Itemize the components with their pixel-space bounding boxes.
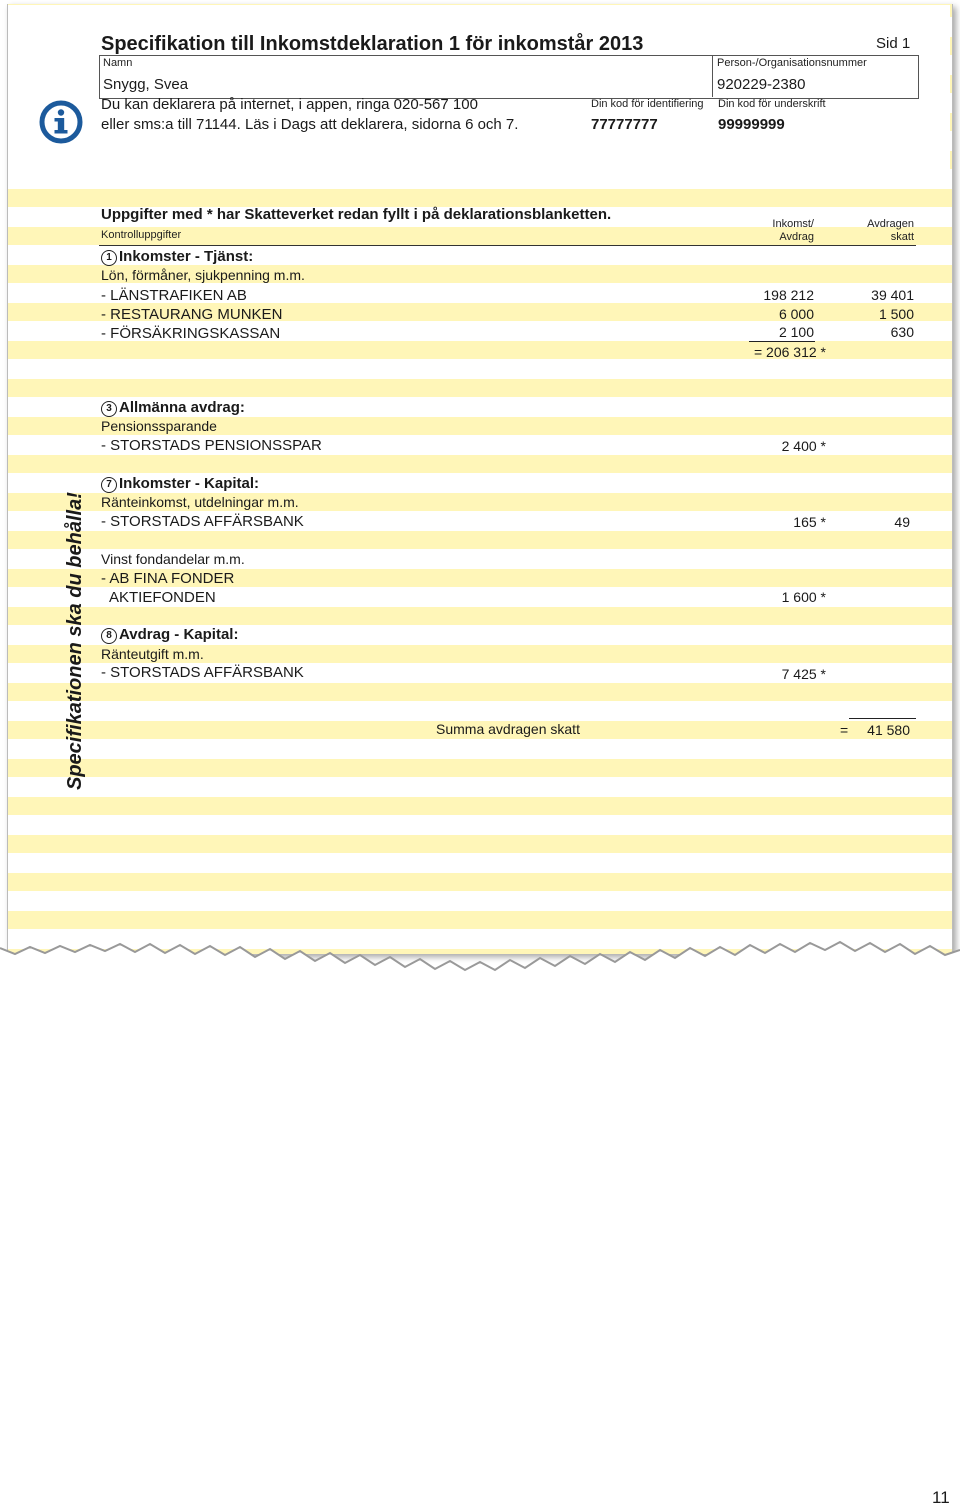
- heading-rule: [99, 245, 916, 246]
- sign-code-label: Din kod för underskrift: [718, 98, 826, 110]
- name-value: Snygg, Svea: [103, 76, 189, 93]
- section-8-title: [101, 626, 238, 644]
- s7-row-1-amount: 165 *: [793, 514, 826, 530]
- sign-code-value: 99999999: [718, 116, 785, 133]
- s7-row-2-name: - AB FINA FONDER: [101, 570, 235, 587]
- s8-row-amount: 7 425 *: [781, 666, 826, 682]
- s7-row-2-amount: 1 600 *: [781, 589, 826, 605]
- col1-heading-2: Avdrag: [779, 231, 814, 243]
- section-7-title: [101, 475, 259, 493]
- section-7-title-text: Inkomster - Kapital:: [119, 475, 260, 492]
- section-3-title-text: Allmänna avdrag:: [119, 399, 245, 416]
- col1-heading-1: Inkomst/: [772, 218, 814, 230]
- side-note: Specifikationen ska du behålla!: [64, 492, 86, 790]
- s1-row-3-tax: 630: [890, 324, 914, 340]
- info-line-2: eller sms:a till 71144. Läs i Dags att deklarera, sidorna 6 och 7.: [101, 116, 519, 133]
- page-title: Specifikation till Inkomstdeklaration 1 för inkomstår 2013: [101, 33, 644, 55]
- s1-row-1-tax: 39 401: [871, 287, 914, 303]
- section-1-number: 1: [101, 250, 117, 266]
- page-indicator: Sid 1: [876, 35, 911, 52]
- info-icon: [39, 100, 83, 144]
- kontroll-label: Kontrolluppgifter: [101, 229, 182, 241]
- section-7-number: 7: [101, 477, 117, 493]
- sum-rule: [849, 718, 916, 719]
- sum-value: 41 580: [867, 722, 910, 738]
- col2-heading-2: skatt: [890, 231, 914, 243]
- s1-row-3-name: - FÖRSÄKRINGSKASSAN: [101, 325, 281, 342]
- section-7-subtitle: Ränteinkomst, utdelningar m.m.: [101, 494, 299, 510]
- section-3-title: [101, 399, 245, 417]
- s7-row-2-name-2: AKTIEFONDEN: [109, 589, 216, 606]
- section-1-subtitle: Lön, förmåner, sjukpenning m.m.: [101, 267, 305, 283]
- s3-row-amount: 2 400 *: [781, 438, 826, 454]
- section-8-number: 8: [101, 628, 117, 644]
- page-number: 11: [932, 1488, 950, 1507]
- s1-total-rule: [749, 341, 815, 342]
- pnr-label: Person-/Organisationsnummer: [717, 57, 867, 69]
- name-label: Namn: [103, 57, 133, 69]
- info-line-1: Du kan deklarera på internet, i appen, ringa 020-567 100: [101, 96, 478, 113]
- section-3-number: 3: [101, 401, 117, 417]
- s7-row-1-name: - STORSTADS AFFÄRSBANK: [101, 513, 304, 530]
- sum-label: Summa avdragen skatt: [436, 721, 580, 737]
- section-8-title-text: Avdrag - Kapital:: [119, 626, 239, 643]
- s3-row-name: - STORSTADS PENSIONSSPAR: [101, 437, 322, 454]
- section-8-subtitle: Ränteutgift m.m.: [101, 646, 204, 662]
- torn-edge: [0, 940, 960, 980]
- intro-text: Uppgifter med * har Skatteverket redan fyllt i på deklarationsblanketten.: [101, 206, 612, 223]
- pnr-value: 920229-2380: [717, 76, 806, 93]
- section-1-title: [101, 248, 253, 266]
- section-7-subtitle-2: Vinst fondandelar m.m.: [101, 551, 245, 567]
- s1-row-2-tax: 1 500: [878, 306, 914, 322]
- s1-row-1-name: - LÄNSTRAFIKEN AB: [101, 287, 247, 304]
- s1-row-2-amount: 6 000: [778, 306, 814, 322]
- s1-total: = 206 312 *: [753, 344, 826, 360]
- s1-row-2-name: - RESTAURANG MUNKEN: [101, 306, 283, 323]
- s7-row-1-tax: 49: [894, 514, 910, 530]
- sum-equals: =: [840, 722, 849, 738]
- col2-heading-1: Avdragen: [867, 218, 914, 230]
- id-code-value: 77777777: [591, 116, 658, 133]
- name-box-divider: [712, 55, 713, 97]
- id-code-label: Din kod för identifiering: [591, 98, 704, 110]
- s1-row-1-amount: 198 212: [763, 287, 814, 303]
- s1-row-3-amount: 2 100: [778, 324, 814, 340]
- section-3-subtitle: Pensionssparande: [101, 418, 217, 434]
- section-1-title-text: Inkomster - Tjänst:: [119, 248, 254, 265]
- s8-row-name: - STORSTADS AFFÄRSBANK: [101, 664, 304, 681]
